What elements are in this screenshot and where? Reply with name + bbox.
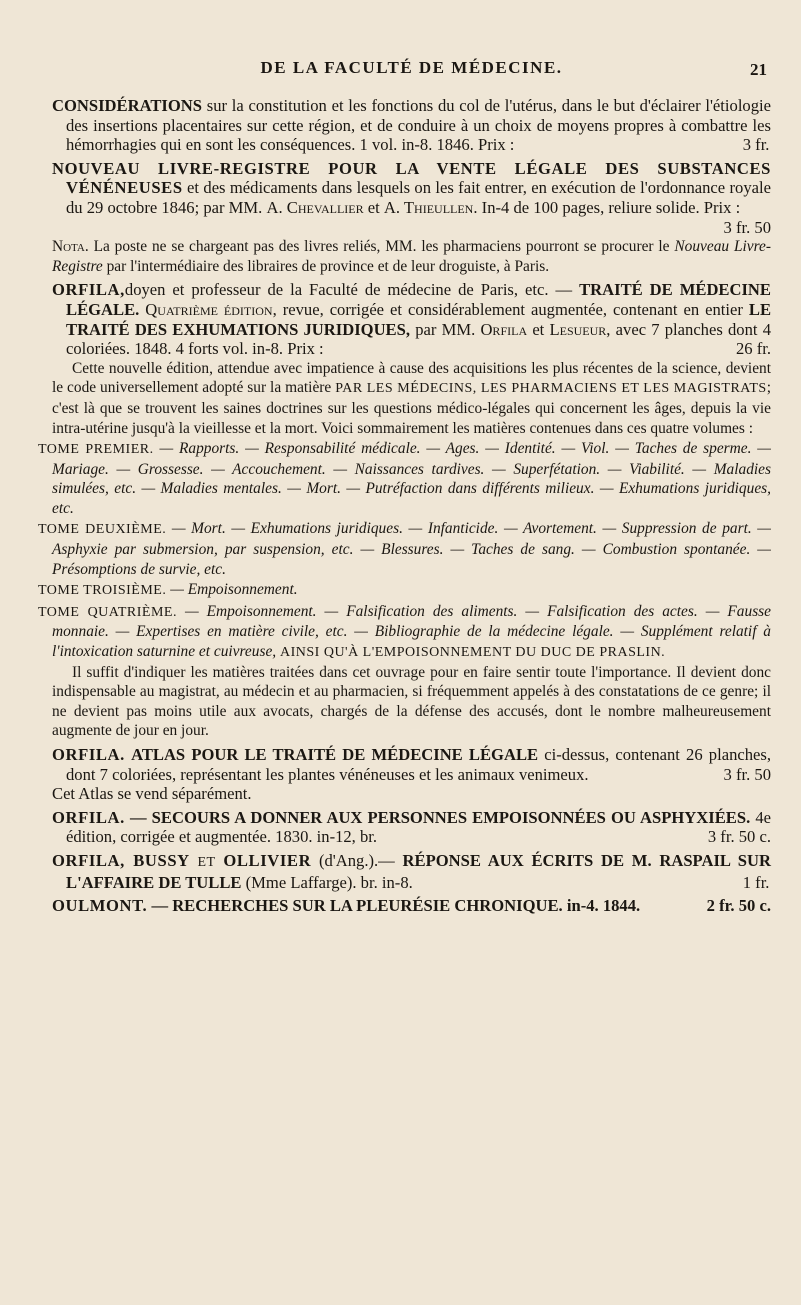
entry-price: 1 fr. (742, 872, 770, 892)
entry-text: 4e édition, corrigée et augmentée. 1830. in-12, br. (66, 807, 771, 847)
entry-title: ATLAS POUR LE TRAITÉ DE MÉDECINE LÉGALE (131, 745, 539, 764)
tome-label: TOME DEUXIÈME. (38, 522, 167, 538)
entry-price: 3 fr. (742, 135, 770, 155)
author-name: A. Chevallier (266, 197, 364, 217)
edition-label: Quatrième édition, (145, 299, 277, 319)
conjunction: ET (197, 854, 216, 870)
author-name: ORFILA. (52, 745, 125, 764)
entry-oulmont (52, 896, 771, 916)
entry-title: NOUVEAU LIVRE-REGISTRE POUR LA VENTE LÉGALE DES SUBSTANCES VÉNÉNEUSES (52, 158, 771, 198)
tome-contents: — Mort. — Exhumations juridiques. — Infanticide. — Avortement. — Suppression de part. — Asphyxie par submersion, par suspension, etc. — Blessures. — Taches de sang. — Combustion spontanée. — Présomptions de survie, etc. (52, 520, 771, 578)
author-name: ORFILA, (52, 280, 125, 300)
author-name: OULMONT. (52, 896, 148, 916)
entry-considerations (52, 96, 771, 155)
description-text: ; c'est là que se trouvent les saines doctrines sur les questions médico-légales qui concernent les âges, depuis la vie intra-utérine jusqu'à la vieillesse et la mort. Voici sommairement les matières contenues dans ces quatre volumes : (52, 379, 771, 437)
entry-note: Cet Atlas se vend séparément. (52, 784, 252, 804)
author-name: Lesueur, (549, 319, 611, 339)
nota-text: par l'intermédiaire des libraires de province et de leur droguiste, à Paris. (106, 257, 550, 275)
entry-title: TRAITÉ DE MÉDECINE LÉGALE. (66, 280, 771, 319)
conjunction: et (367, 197, 380, 217)
entry-text: (d'Ang.).— (318, 850, 395, 870)
tome-label: TOME QUATRIÈME. (38, 604, 177, 620)
author-name: ORFILA. (52, 807, 125, 827)
catalogue-body (38, 96, 772, 920)
author-name: OLLIVIER (223, 850, 312, 870)
entry-orfila-traite (38, 280, 772, 741)
nota-label: Nota. (52, 238, 89, 256)
entry-price: 3 fr. 50 c. (707, 827, 771, 847)
page-number: 21 (750, 60, 767, 79)
entry-price: 3 fr. 50 (723, 217, 771, 237)
tome-caps: AINSI QU'À L'EMPOISONNEMENT DU DUC DE PRASLIN. (280, 645, 666, 661)
tome-label: TOME PREMIER. (38, 442, 154, 458)
closing-text: Il suffit d'indiquer les matières traitées dans cet ouvrage pour en faire sentir toute l'importance. Il devient donc indispensable au magistrat, au médecin et au pharmacien, si fréquemment appelés à des constatations de ce genre; il ne devient pas moins utile aux avocats, chargés de la défense des accusés, dont le nombre malheureusement augmente de jour en jour. (52, 663, 771, 740)
entry-title: RÉPONSE AUX ÉCRITS DE M. RASPAIL SUR L'AFFAIRE DE TULLE (66, 850, 772, 892)
entry-subtitle: LE TRAITÉ DES EXHUMATIONS JURIDIQUES, (66, 299, 772, 339)
entry-registre (52, 159, 771, 277)
entry-text: sur la constitution et les fonctions du col de l'utérus, dans le but d'éclairer l'étiologie des insertions placentaires sur cette région, et de conduire à un choix de moyens propres à combattre les hémorrhagies qui en sont les conséquences. 1 vol. in-8. 1846. Prix : (66, 96, 771, 155)
author-name: A. Thieullen. (383, 197, 478, 217)
entry-text: doyen et professeur de la Faculté de médecine de Paris, etc. — (124, 280, 573, 300)
entry-text: in-4. 1844. (566, 896, 641, 916)
entry-text: et des médicaments dans lesquels on les fait entrer, en exécution de l'ordonnance royale du 29 octobre 1846; par MM. (66, 178, 771, 217)
description-text: Cette nouvelle édition, attendue avec impatience à cause des acquisitions les plus récentes de la science, devient le code universellement adopté sur la matière (52, 359, 771, 397)
entry-title: CONSIDÉRATIONS (52, 96, 202, 115)
entry-text: revue, corrigée et considérablement augmentée, contenant en entier (282, 299, 743, 319)
entry-price: 2 fr. 50 c. (706, 896, 771, 916)
entry-text: ci-dessus, contenant 26 planches, dont 7 coloriées, représentant les plantes vénéneuses et les animaux venimeux. (66, 745, 772, 784)
tome-contents: — Rapports. — Responsabilité médicale. — Ages. — Identité. — Viol. — Taches de sperme. — Mariage. — Grossesse. — Accouchement. — Naissances tardives. — Superfétation. — Viabilité. — Maladies simulées, etc. — Maladies mentales. — Mort. — Putréfaction dans différents milieux. — Exhumations juridiques, etc. (52, 440, 771, 517)
nota-title: Nouveau Livre-Registre (52, 238, 771, 275)
page-header (52, 58, 771, 82)
tome-contents: — Empoisonnement. (170, 581, 298, 599)
running-title: DE LA FACULTÉ DE MÉDECINE. (260, 58, 563, 77)
entry-orfila-reponse (52, 851, 771, 892)
entry-title: — RECHERCHES SUR LA PLEURÉSIE CHRONIQUE. (151, 896, 563, 916)
nota-text: La poste ne se chargeant pas des livres reliés, MM. les pharmaciens pourront se procurer le (93, 238, 670, 256)
entry-orfila-secours (52, 808, 771, 847)
author-name: Orfila (480, 319, 528, 339)
entry-text: par MM. (415, 319, 476, 339)
entry-price: 3 fr. 50 (723, 764, 771, 784)
entry-price: 26 fr. (735, 339, 771, 359)
tome-label: TOME TROISIÈME. (38, 583, 167, 599)
tome-contents: — Empoisonnement. — Falsification des aliments. — Falsification des actes. — Fausse monnaie. — Expertises en matière civile, etc. — Bibliographie de la médecine légale. — Supplément relatif à l'intoxication saturnine et cuivreuse, (52, 602, 772, 661)
description-caps: PAR LES MÉDECINS, LES PHARMACIENS ET LES MAGISTRATS (335, 381, 767, 397)
entry-text: avec 7 planches dont 4 coloriées. 1848. 4 forts vol. in-8. Prix : (66, 319, 771, 359)
entry-orfila-atlas (52, 745, 771, 804)
entry-text: (Mme Laffarge). br. in-8. (245, 872, 413, 892)
author-name: ORFILA, BUSSY (52, 850, 190, 870)
entry-title: — SECOURS A DONNER AUX PERSONNES EMPOISONNÉES OU ASPHYXIÉES. (129, 807, 751, 827)
entry-text: In-4 de 100 pages, reliure solide. Prix : (481, 197, 741, 217)
conjunction: et (532, 319, 545, 339)
